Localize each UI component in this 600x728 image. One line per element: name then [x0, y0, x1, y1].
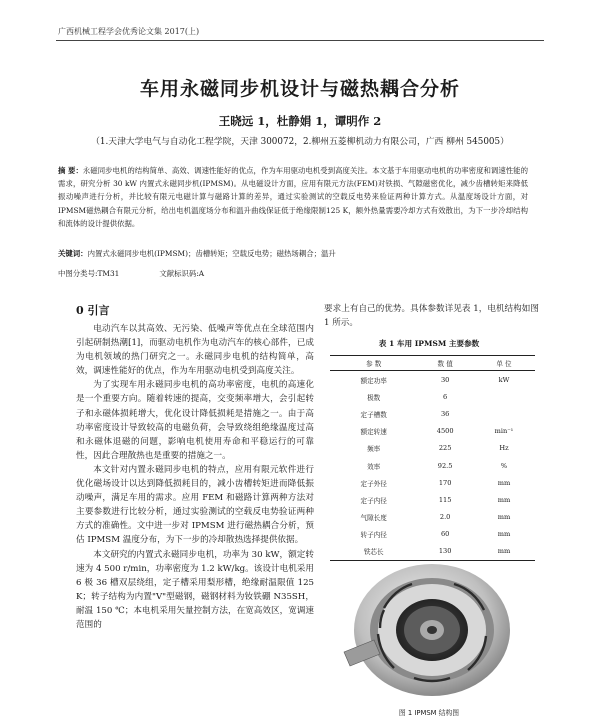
- cell-param: 定子槽数: [360, 410, 387, 419]
- cell-param: 铁芯长: [330, 543, 417, 561]
- table-header: 参 数: [330, 356, 417, 371]
- table-header-row: [330, 356, 535, 371]
- cell-unit: [473, 388, 535, 405]
- table-row: [330, 543, 535, 561]
- cell-param: 效率: [367, 462, 381, 471]
- section-heading: 0 引言: [76, 304, 110, 317]
- cell-param: 频率: [367, 445, 381, 454]
- affiliation: （1.天津大学电气与自动化工程学院，天津 300072，2.柳州五菱柳机动力有限公司，广西 柳州 545005）: [91, 137, 509, 147]
- cell-param: 额定转速: [360, 428, 387, 437]
- cell-unit: Hz: [499, 444, 509, 453]
- cell-value: 30: [440, 375, 450, 384]
- parameter-table: [330, 355, 535, 561]
- right-intro: 要求上有自己的优势。具体参数详见表 1，电机结构如图 1 所示。: [324, 304, 539, 328]
- table-row: [330, 440, 535, 457]
- document-code: 文献标识码:A: [159, 269, 205, 278]
- cell-unit: mm: [497, 513, 511, 522]
- abstract: [58, 164, 528, 230]
- cell-param: 气隙长度: [360, 514, 387, 523]
- paragraph: 电动汽车以其高效、无污染、低噪声等优点在全球范围内引起研制热潮[1]，而驱动电机作为电动汽车的核心部件，已成为电机领域的热门研究之一。永磁同步电机的结构简单，高效，调速性能好的优点，作为车用驱动电机受到高度关注。: [76, 324, 314, 377]
- figure-caption: 图 1 IPMSM 结构图: [398, 709, 460, 717]
- cell-value: 36: [440, 409, 450, 418]
- table-row: [330, 526, 535, 543]
- paragraph: 为了实现车用永磁同步电机的高功率密度，电机的高速化是一个重要方向。随着转速的提高，交变频率增大，会引起转子和永磁体损耗增大，优化设计降低损耗是措施之一。由于高功率密度设计导致较高的电磁负荷，会导致绕组绝缘温度过高和永磁体退磁的问题，影响电机使用寿命和平稳运行的可靠性，因此合理散热也是重要的措施之一。: [76, 380, 314, 461]
- table-row: [330, 388, 535, 405]
- cell-unit: mm: [497, 478, 511, 487]
- paragraph: 本文研究的内置式永磁同步电机，功率为 30 kW，额定转速为 4 500 r/min，功率密度为 1.2 kW/kg。该设计电机采用 6 极 36 槽双层绕组，定子槽采用梨形槽，绝缘耐温限值 125 K；转子结构为内置"V"型磁钢，磁钢材料为钕铁硼 N35SH，耐温 150 ℃；本电机采用矢量控制方法，在宽高效区，宽调速范围的: [76, 549, 314, 630]
- cell-value: 4500: [436, 427, 454, 436]
- cell-unit: [473, 405, 535, 422]
- cell-value: 60: [440, 530, 450, 539]
- keywords-label: 关键词：: [58, 249, 88, 258]
- table-row: [330, 405, 535, 422]
- table-row: [330, 423, 535, 440]
- clc-number: 中图分类号:TM31: [58, 269, 120, 278]
- abstract-label: 摘 要：: [58, 166, 83, 175]
- cell-param: 极数: [367, 393, 381, 402]
- table-row: [330, 491, 535, 508]
- paragraph: 本文针对内置永磁同步电机的特点，应用有限元软件进行优化磁场设计以达到降低损耗目的，减小齿槽转矩进而降低振动噪声，满足车用的需求。应用 FEM 和磁路计算两种方法对主要参数进行比较分析，通过实验测试的空载反电势验证两种方式的准确性。文中进一步对 IPMSM 进行磁热耦合分析，预估 IPMSM 温度分布，为下一步的冷却散热选择提供依据。: [76, 464, 314, 546]
- cell-unit: min⁻¹: [494, 427, 514, 436]
- cell-value: 2.0: [439, 513, 451, 522]
- table-header: 数 值: [417, 356, 473, 371]
- abstract-text: 永磁同步电机的结构简单、高效、调速性能好的优点，作为车用驱动电机受到高度关注。本文基于车用驱动电机的功率密度和调速性能的需求，研究分析 30 kW 内置式永磁同步机(IPMSM)。从电磁设计方面，应用有限元方法(FEM)对铁损、气隙磁密优化，减少齿槽转矩来降低振动噪声进行分析，并比较有限元电磁计算与磁路计算的差异，通过实验测试的空载反电势来验证两种计算方式。从温度场设计方面，对IPMSM磁热耦合有限元分析，给出电机温度场分布和温升曲线保证低于绝缘限制125 K，额外热量需要冷却方式有效散出，为下一步冷却结构和流体的设计提供依据。: [58, 166, 528, 228]
- motor-rotor: [396, 599, 468, 661]
- table-row: [330, 509, 535, 526]
- cell-param: 定子内径: [360, 496, 387, 505]
- cell-value: 115: [438, 495, 452, 504]
- paper-title: 车用永磁同步机设计与磁热耦合分析: [139, 78, 460, 100]
- keywords-text: 内置式永磁同步电机(IPMSM)；齿槽转矩；空载反电势；磁热场耦合；温升: [87, 249, 336, 258]
- keywords: [58, 248, 528, 259]
- cell-unit: mm: [473, 543, 535, 561]
- running-header: 广西机械工程学会优秀论文集 2017(上): [58, 27, 200, 36]
- cell-value: 225: [438, 444, 452, 453]
- cell-param: 额定功率: [360, 376, 387, 385]
- cell-unit: mm: [497, 495, 511, 504]
- cell-param: 转子内径: [360, 531, 387, 540]
- cell-param: 定子外径: [360, 479, 387, 488]
- motor-structure-figure: [340, 562, 520, 702]
- table-header: 单 位: [473, 356, 535, 371]
- cell-unit: %: [500, 461, 508, 470]
- cell-value: 170: [438, 478, 452, 487]
- cell-unit: mm: [497, 530, 511, 539]
- table-row: [330, 371, 535, 389]
- table-row: [330, 457, 535, 474]
- classification: [58, 268, 244, 279]
- header-rule: [56, 40, 544, 41]
- cell-value: 92.5: [437, 461, 453, 470]
- table-row: [330, 474, 535, 491]
- cell-value: 6: [443, 392, 448, 401]
- cell-value: 130: [417, 543, 473, 561]
- cell-unit: kW: [498, 375, 510, 384]
- table-caption: 表 1 车用 IPMSM 主要参数: [378, 339, 480, 348]
- authors: 王晓远 1，杜静娟 1，谭明作 2: [218, 114, 382, 128]
- left-column: [76, 322, 314, 632]
